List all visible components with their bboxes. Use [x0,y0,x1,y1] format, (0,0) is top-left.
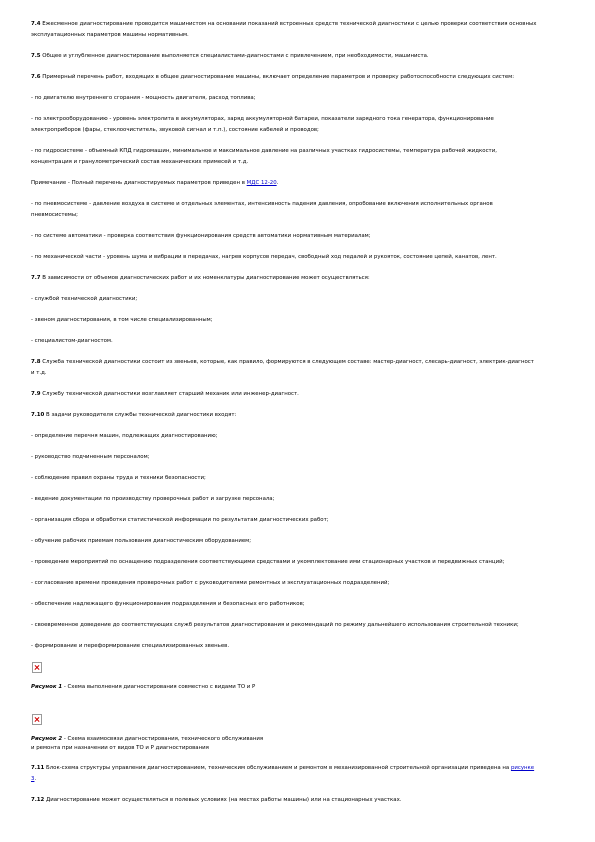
note-link[interactable]: МДС 12-20 [246,180,277,186]
list-item [31,231,537,242]
paragraph-text: - звеном диагностирования, в том числе специализированным; [31,317,213,323]
section-mid [31,199,537,652]
list-item [31,620,537,631]
numbered-paragraph [31,19,537,41]
paragraph-text: - службой технической диагностики; [31,296,138,302]
paragraph-text: - формирование и переформирование специализированных звеньев. [31,643,230,649]
list-item [31,599,537,610]
list-item [31,473,537,484]
numbered-paragraph [31,51,537,62]
list-item [31,452,537,463]
paragraph-text: - по двигателю внутреннего сгорания - мощность двигателя, расход топлива; [31,95,256,101]
list-item [31,199,537,221]
numbered-paragraph [31,389,537,400]
list-item [31,252,537,263]
paragraph-text: - по системе автоматики - проверка соответствия функционирования средств автоматики нормативным материалам; [31,233,371,239]
list-item [31,114,537,136]
numbered-paragraph [31,273,537,284]
paragraph-text: - по гидросистеме - объемный КПД гидромашин, минимальное и максимальное давление на различных участках гидросистемы, температура рабочей жидкости, концентрация и гранулометрический состав механических примесей и т.д. [31,148,497,165]
paragraph-text: - согласование времени проведения проверочных работ с руководителями ремонтных и эксплуатационных подразделений; [31,580,390,586]
paragraph-number: 7.8 [31,359,41,365]
note-after: . [276,180,279,186]
paragraph-text: - определение перечня машин, подлежащих диагностированию; [31,433,218,439]
paragraph-text: - ведение документации по производству проверочных работ и загрузке персонала; [31,496,275,502]
numbered-paragraph [31,72,537,83]
paragraph-text: В задачи руководителя службы технической диагностики входят: [46,412,237,418]
paragraph-text: Службу технической диагностики возглавляет старший механик или инженер-диагност. [42,391,299,397]
paragraph-number: 7.11 [31,765,45,771]
paragraph-7-12 [31,795,537,806]
figure-2-caption [31,735,537,753]
paragraph-number: 7.7 [31,275,41,281]
paragraph-text: - обеспечение надлежащего функционирования подразделения и безопасных его работников; [31,601,305,607]
paragraph-text: Примерный перечень работ, входящих в общее диагностирование машины, включает определение параметров и проверку работоспособности следующих систем: [42,74,515,80]
broken-image-icon [32,662,42,673]
paragraph-7-11 [31,763,537,785]
figure-2-line2: и ремонта при назначении от видов ТО и Р диагностирования [31,745,209,751]
paragraph-text: - по механической части - уровень шума и вибрации в передачах, нагрев корпусов передач, свободный ход педалей и рукояток, состояние цепей, канатов, лент. [31,254,497,260]
paragraph-number: 7.10 [31,412,45,418]
paragraph-number: 7.6 [31,74,41,80]
paragraph-text: Блок-схема структуры управления диагностированием, техническим обслуживанием и ремонтом в механизированной строительной организации приведена на [46,765,511,771]
list-item [31,641,537,652]
paragraph-text: Ежесменное диагностирование проводится машинистом на основании показаний встроенных средств технической диагностики с целью проверки соответствия основных эксплуатационных параметров машины нормативным. [31,21,537,38]
list-item [31,578,537,589]
list-item [31,557,537,568]
paragraph-text: - своевременное доведение до соответствующих служб результатов диагностирования и рекомендаций по режиму дальнейшего использования строительной техники; [31,622,519,628]
figure-3-link[interactable]: рисунке 3 [31,765,535,782]
list-item [31,93,537,104]
paragraph-text: - организация сбора и обработки статистической информации по результатам диагностических работ; [31,517,329,523]
section-top [31,19,537,168]
figure-1-label: Рисунок 1 [31,684,63,690]
figure-1-caption [31,683,537,692]
list-item [31,536,537,547]
list-item [31,431,537,442]
paragraph-text: - соблюдение правил охраны труда и техники безопасности; [31,475,206,481]
paragraph-text: - руководство подчиненным персоналом; [31,454,150,460]
figure-2-text: - Схема взаимосвязи диагностирования, технического обслуживания [62,736,264,742]
list-item [31,336,537,347]
paragraph-text: - обучение рабочих приемам пользования диагностическим оборудованием; [31,538,252,544]
figure-1-text: - Схема выполнения диагностирования совместно с видами ТО и Р [62,684,256,690]
list-item [31,494,537,505]
paragraph-text: - специалистом-диагностом. [31,338,113,344]
paragraph-text: - по пневмосистеме - давление воздуха в системе и отдельных элементах, интенсивность падения давления, опробование включения исполнительных органов пневмосистемы; [31,201,493,218]
figure-2-label: Рисунок 2 [31,736,63,742]
note-text: Примечание - Полный перечень диагностируемых параметров приведен в [31,180,247,186]
paragraph-after: . [34,776,37,782]
numbered-paragraph [31,357,537,379]
paragraph-text: - по электрооборудованию - уровень электролита в аккумуляторах, заряд аккумуляторной батареи, показатели зарядного тока генератора, функционирование электроприборов (фары, стеклоочиститель, звуковой сигнал и т.п.), состояние кабелей и проводов; [31,116,494,133]
paragraph-text: Общее и углубленное диагностирование выполняется специалистами-диагностами с привлечением, при необходимости, машиниста. [42,53,429,59]
numbered-paragraph [31,410,537,421]
paragraph-text: Диагностирование может осуществляться в полевых условиях (на местах работы машины) или на стационарных участках. [46,797,402,803]
list-item [31,515,537,526]
note-paragraph [31,178,537,189]
paragraph-number: 7.9 [31,391,41,397]
list-item [31,294,537,305]
paragraph-text: В зависимости от объемов диагностических работ и их номенклатуры диагностирование может осуществляться: [42,275,370,281]
list-item [31,315,537,326]
paragraph-text: Служба технической диагностики состоит из звеньев, которые, как правило, формируются в следующем составе: мастер-диагност, слесарь-диагност, электрик-диагност и т.д. [31,359,534,376]
paragraph-text: - проведение мероприятий по оснащению подразделения соответствующими средствами и укомплектование ими стационарных участков и передвижных станций; [31,559,505,565]
paragraph-number: 7.12 [31,797,45,803]
paragraph-number: 7.4 [31,21,41,27]
list-item [31,146,537,168]
broken-image-icon [32,714,42,725]
paragraph-number: 7.5 [31,53,41,59]
